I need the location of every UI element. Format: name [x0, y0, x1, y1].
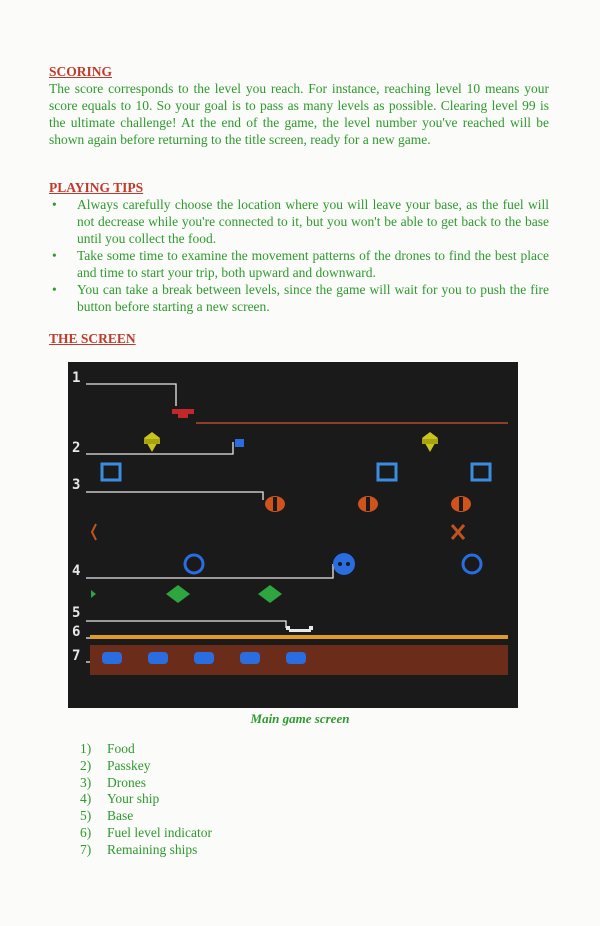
drone-green-icon — [258, 585, 282, 603]
callout-number: 2 — [72, 440, 81, 456]
callout-number: 6 — [72, 624, 81, 640]
your-ship-icon — [333, 553, 355, 575]
callout-line-4 — [86, 564, 333, 578]
legend-list — [80, 741, 212, 859]
callout-number: 1 — [72, 370, 81, 386]
legend-item: 7) Remaining ships — [80, 841, 198, 857]
the-screen-heading: THE SCREEN — [49, 331, 136, 346]
legend-item: 2) Passkey — [80, 757, 151, 773]
legend-item: 5) Base — [80, 808, 134, 824]
drone-green-marker-icon — [91, 590, 96, 598]
bullet-icon: • — [52, 282, 57, 297]
remaining-ship-icon — [102, 652, 122, 664]
legend-item: 6) Fuel level indicator — [80, 824, 212, 840]
drone-ring-icon — [185, 555, 203, 573]
drone-yellow-icon — [422, 432, 438, 452]
drone-fragment-icon — [92, 524, 96, 540]
game-screenshot — [68, 362, 518, 708]
drone-ring-icon — [463, 555, 481, 573]
screen-caption: Main game screen — [250, 711, 350, 726]
drone-yellow-icon — [144, 432, 160, 452]
tip-item: • Always carefully choose the location where you will leave your base, as the fuel will not decrease while you're connected to it, but you won't be able to get back to the base until you collect the food. — [52, 197, 549, 246]
drone-cube-icon — [472, 464, 490, 480]
bullet-icon: • — [52, 197, 57, 212]
drone-x-icon — [452, 525, 464, 539]
game-screen-svg — [68, 362, 518, 708]
scoring-heading: SCORING — [49, 64, 113, 79]
legend-item: 1) Food — [80, 741, 135, 756]
legend-item: 4) Your ship — [80, 791, 160, 807]
tip-item: • You can take a break between levels, since the game will wait for you to push the fire button before starting a new screen. — [52, 282, 549, 314]
base-icon — [286, 626, 313, 632]
food-icon — [172, 409, 194, 418]
fuel-level-bar — [90, 635, 508, 639]
scoring-text: The score corresponds to the level you reach. For instance, reaching level 10 means your score equals to 10. So your goal is to pass as many levels as possible. Clearing level 99 is the ultimate challenge! At the end of the game, the level number you've reached will be shown again before returning to the title screen, ready for a new game. — [49, 81, 549, 147]
callout-number: 4 — [72, 563, 81, 579]
callout-number: 5 — [72, 605, 81, 621]
remaining-ship-icon — [286, 652, 306, 664]
callout-number: 7 — [72, 648, 81, 664]
playing-tips-list — [49, 196, 549, 315]
tip-item: • Take some time to examine the movement patterns of the drones to find the best place and time to start your trip, both upward and downward. — [52, 248, 549, 280]
drone-cube-icon — [378, 464, 396, 480]
drone-cube-icon — [102, 464, 120, 480]
passkey-icon — [235, 439, 244, 447]
drone-green-icon — [166, 585, 190, 603]
remaining-ship-icon — [194, 652, 214, 664]
callout-line-1 — [86, 384, 176, 406]
callout-number: 3 — [72, 477, 81, 493]
legend-item: 3) Drones — [80, 774, 146, 790]
playing-tips-heading: PLAYING TIPS — [49, 180, 144, 195]
bullet-icon: • — [52, 248, 57, 263]
remaining-ship-icon — [240, 652, 260, 664]
remaining-ship-icon — [148, 652, 168, 664]
callout-line-3 — [86, 492, 263, 500]
callout-line-5 — [86, 621, 286, 628]
